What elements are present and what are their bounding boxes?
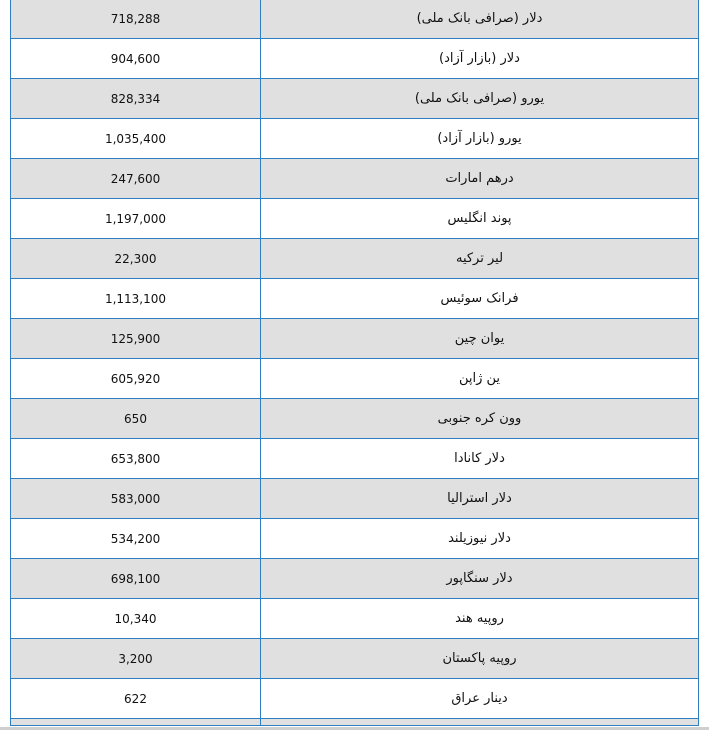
table-row xyxy=(11,399,699,439)
price-cell: 1,113,100 xyxy=(11,279,261,319)
currency-rates-table xyxy=(10,0,699,726)
table-row xyxy=(11,359,699,399)
table-row xyxy=(11,79,699,119)
currency-name-cell: یورو (بازار آزاد) xyxy=(261,119,699,159)
currency-name-cell: دلار (صرافی بانک ملی) xyxy=(261,0,699,39)
currency-name-cell: دلار سنگاپور xyxy=(261,559,699,599)
currency-name-cell: لیر ترکیه xyxy=(261,239,699,279)
price-cell: 1,035,400 xyxy=(11,119,261,159)
currency-name-cell: روپیه پاکستان xyxy=(261,639,699,679)
table-row xyxy=(11,479,699,519)
currency-name-cell: دلار (بازار آزاد) xyxy=(261,39,699,79)
table-row xyxy=(11,679,699,719)
currency-name-cell: روپیه هند xyxy=(261,599,699,639)
table-row xyxy=(11,639,699,679)
table-row xyxy=(11,319,699,359)
table-row xyxy=(11,239,699,279)
price-cell: 22,300 xyxy=(11,239,261,279)
currency-name-cell: دینار عراق xyxy=(261,679,699,719)
currency-name-cell: پوند انگلیس xyxy=(261,199,699,239)
price-cell: 653,800 xyxy=(11,439,261,479)
table-row xyxy=(11,439,699,479)
table-row xyxy=(11,199,699,239)
price-cell: 1,197,000 xyxy=(11,199,261,239)
price-cell: 605,920 xyxy=(11,359,261,399)
table-row xyxy=(11,519,699,559)
price-cell: 583,000 xyxy=(11,479,261,519)
currency-name-cell: یورو (صرافی بانک ملی) xyxy=(261,79,699,119)
table-row xyxy=(11,559,699,599)
currency-name-cell: دلار استرالیا xyxy=(261,479,699,519)
price-cell: 698,100 xyxy=(11,559,261,599)
price-cell: 650 xyxy=(11,399,261,439)
price-cell: 3,200 xyxy=(11,639,261,679)
table-row xyxy=(11,279,699,319)
currency-name-cell: ین ژاپن xyxy=(261,359,699,399)
table-row xyxy=(11,119,699,159)
table-row xyxy=(11,0,699,39)
currency-name-cell: یوان چین xyxy=(261,319,699,359)
empty-cell xyxy=(261,719,699,726)
price-cell: 534,200 xyxy=(11,519,261,559)
currency-name-cell: درهم امارات xyxy=(261,159,699,199)
table-row-partial xyxy=(11,719,699,726)
price-cell: 10,340 xyxy=(11,599,261,639)
price-cell: 622 xyxy=(11,679,261,719)
price-cell: 247,600 xyxy=(11,159,261,199)
currency-name-cell: دلار نیوزیلند xyxy=(261,519,699,559)
currency-name-cell: دلار کانادا xyxy=(261,439,699,479)
empty-cell xyxy=(11,719,261,726)
price-cell: 828,334 xyxy=(11,79,261,119)
table-row xyxy=(11,39,699,79)
currency-name-cell: فرانک سوئیس xyxy=(261,279,699,319)
price-cell: 718,288 xyxy=(11,0,261,39)
table-row xyxy=(11,599,699,639)
table-row xyxy=(11,159,699,199)
price-cell: 904,600 xyxy=(11,39,261,79)
price-cell: 125,900 xyxy=(11,319,261,359)
currency-name-cell: وون کره جنوبی xyxy=(261,399,699,439)
